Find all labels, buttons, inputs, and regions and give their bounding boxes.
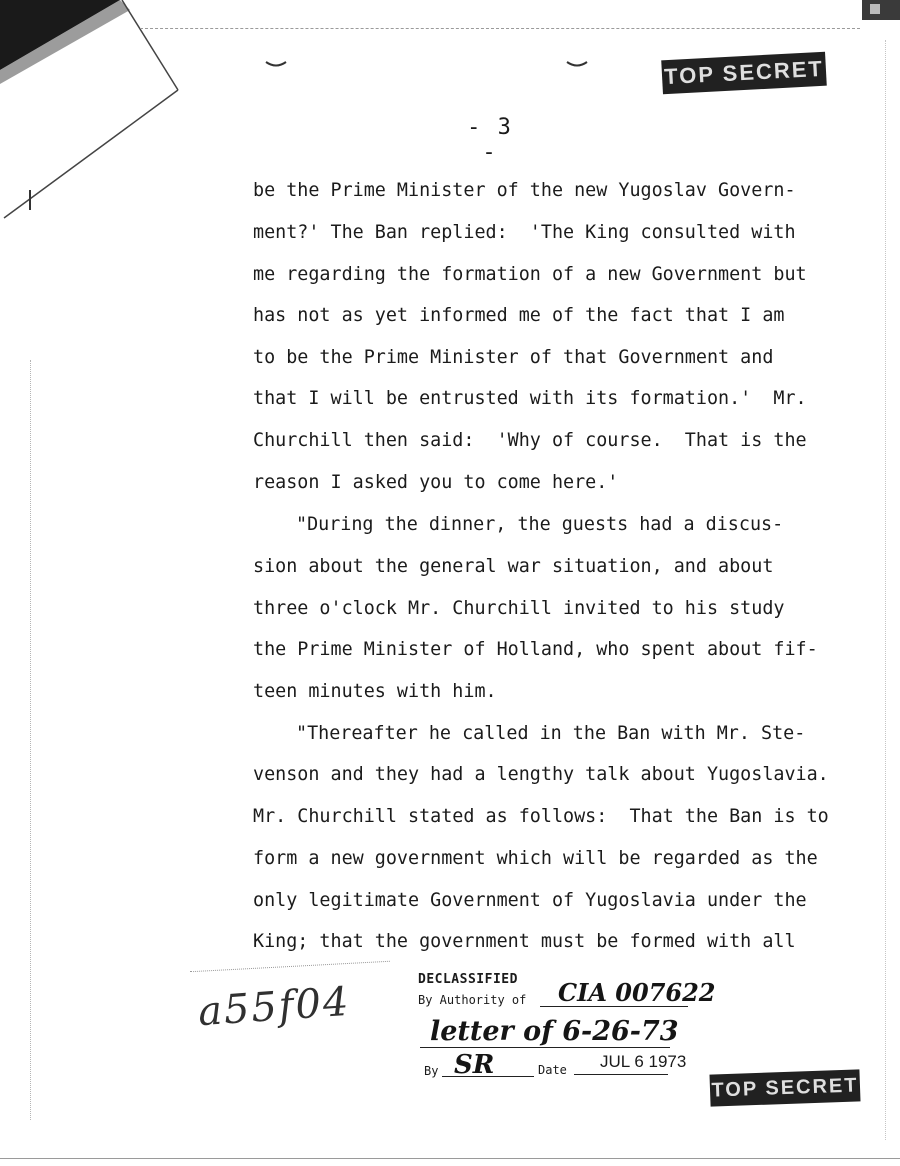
text-line: venson and they had a lengthy talk about Yugoslavia.: [253, 764, 829, 785]
text-line: that I will be entrusted with its formation.' Mr.: [253, 388, 807, 409]
scan-dotted-edge: [140, 28, 860, 29]
by-label: By: [424, 1064, 439, 1078]
authority-underline: [540, 1006, 688, 1007]
classification-stamp-top: [661, 52, 827, 95]
text-line: Mr. Churchill stated as follows: That the Ban is to: [253, 806, 829, 827]
scan-left-edge: [30, 360, 31, 1120]
text-line: three o'clock Mr. Churchill invited to his study: [253, 598, 785, 619]
text-line: Churchill then said: 'Why of course. That is the: [253, 430, 807, 451]
classification-stamp-bottom-text: TOP SECRET: [711, 1074, 859, 1102]
staple-mark-right: [566, 60, 588, 68]
text-line: be the Prime Minister of the new Yugoslav Govern-: [253, 180, 796, 201]
text-line: ment?' The Ban replied: 'The King consulted with: [253, 222, 796, 243]
date-underline: [574, 1074, 668, 1075]
declassified-heading: DECLASSIFIED: [418, 972, 518, 987]
scan-bottom-edge: [0, 1158, 900, 1159]
folded-corner-shadow: [0, 0, 180, 230]
corner-mark-top-right: [856, 0, 900, 22]
text-line: "During the dinner, the guests had a discus-: [296, 514, 784, 535]
letter-handwritten: letter of 6-26-73: [430, 1016, 679, 1047]
by-initials-handwritten: SR: [454, 1050, 495, 1080]
classification-stamp-bottom: [709, 1069, 860, 1106]
text-line: King; that the government must be formed with all: [253, 931, 796, 952]
text-line: reason I asked you to come here.': [253, 472, 619, 493]
authority-label: By Authority of: [418, 993, 527, 1007]
text-line: only legitimate Government of Yugoslavia under the: [253, 890, 807, 911]
scan-right-edge: [885, 40, 886, 1140]
text-line: the Prime Minister of Holland, who spent about fif-: [253, 639, 818, 660]
date-stamp: JUL 6 1973: [600, 1052, 687, 1071]
text-line: me regarding the formation of a new Government but: [253, 264, 807, 285]
text-line: form a new government which will be regarded as the: [253, 848, 818, 869]
text-line: sion about the general war situation, and about: [253, 556, 774, 577]
text-line: "Thereafter he called in the Ban with Mr. Ste-: [296, 723, 806, 744]
page-number: - 3 -: [467, 115, 513, 165]
letter-underline: [420, 1047, 670, 1048]
date-label: Date: [538, 1063, 567, 1077]
staple-mark-left: [265, 60, 287, 68]
handnote-dotted-line: [190, 961, 390, 972]
archive-handwritten-note: a55f04: [196, 978, 352, 1036]
text-line: to be the Prime Minister of that Government and: [253, 347, 774, 368]
authority-handwritten: CIA 007622: [558, 978, 716, 1007]
text-line: teen minutes with him.: [253, 681, 497, 702]
by-underline: [442, 1076, 534, 1077]
classification-stamp-text: TOP SECRET: [663, 55, 825, 90]
text-line: has not as yet informed me of the fact that I am: [253, 305, 785, 326]
